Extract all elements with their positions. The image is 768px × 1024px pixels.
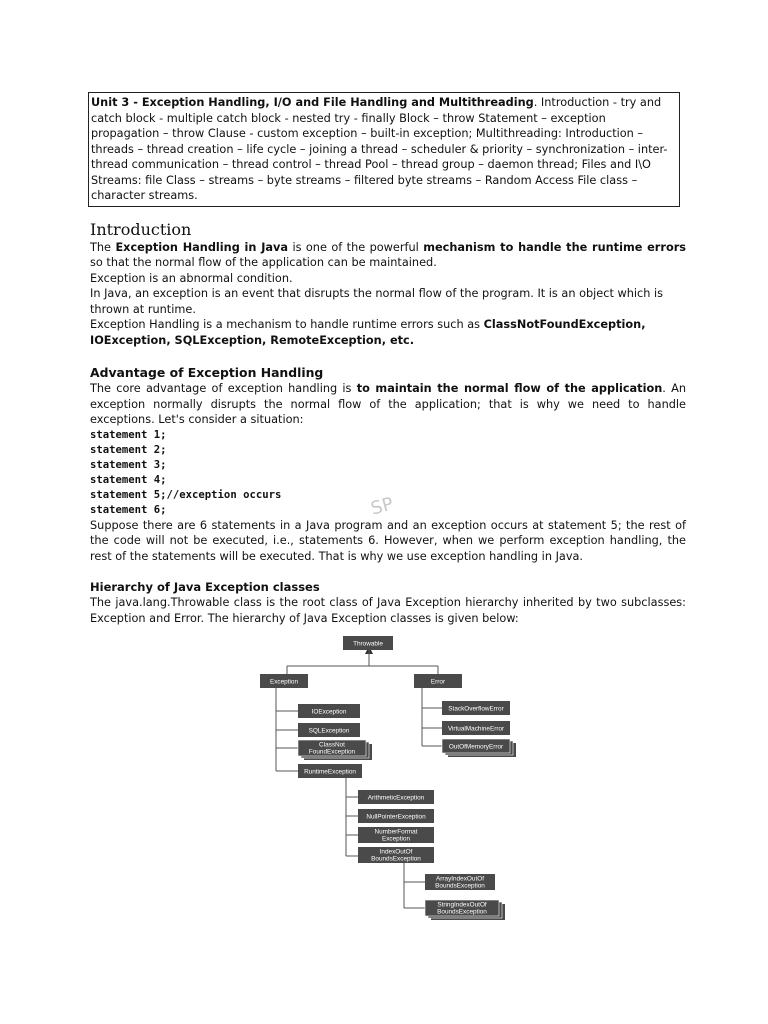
connector-lines: [276, 650, 442, 908]
svg-text:FoundException: FoundException: [308, 748, 356, 756]
indexoutofboundsexception-node: [358, 847, 434, 863]
introduction-heading: Introduction: [90, 219, 192, 239]
svg-text:Throwable: Throwable: [353, 640, 383, 648]
svg-text:IndexOutOf: IndexOutOf: [379, 848, 413, 856]
advantage-paragraph-1: The core advantage of exception handling is to maintain the normal flow of the application. An exception normally disrupts the normal flow of the application; that is why we need to handle exceptions. Let's consider a situation:: [90, 382, 686, 426]
svg-text:ArrayIndexOutOf: ArrayIndexOutOf: [436, 875, 484, 883]
svg-text:RuntimeException: RuntimeException: [304, 768, 356, 776]
svg-text:NumberFormat: NumberFormat: [374, 828, 418, 836]
code-line: statement 4;: [90, 473, 167, 486]
svg-text:OutOfMemoryError: OutOfMemoryError: [448, 743, 504, 751]
code-line: statement 6;: [90, 503, 167, 516]
svg-text:BoundsException: BoundsException: [371, 855, 421, 863]
svg-text:BoundsException: BoundsException: [435, 882, 485, 890]
svg-text:StringIndexOutOf: StringIndexOutOf: [437, 901, 487, 909]
intro-paragraph-2: Exception is an abnormal condition.: [90, 271, 293, 285]
svg-text:Exception: Exception: [269, 678, 299, 686]
svg-text:Exception: Exception: [381, 835, 411, 843]
classnotfoundexception-node: [298, 740, 372, 760]
intro-paragraph-1: The Exception Handling in Java is one of the powerful mechanism to handle the runtime errors so that the normal flow of the application can be maintained.: [90, 240, 687, 269]
intro-paragraph-3: In Java, an exception is an event that disrupts the normal flow of the program. It is an object which is thrown at runtime.: [90, 287, 664, 316]
svg-text:Error: Error: [430, 678, 446, 686]
exception-node: [260, 674, 308, 688]
advantage-paragraph-2: Suppose there are 6 statements in a Java program and an exception occurs at statement 5; the rest of the code will not be executed, i.e., statements 6. However, when we perform exception handling, the rest of the statements will be executed. That is why we use exception handling in Java.: [90, 518, 686, 563]
syllabus-text: . Introduction - try and catch block - multiple catch block - nested try - finally Block – throw Statement – exception propagation – throw Clause - custom exception – built-in exception; Multithreading: Introduction – threads – thread creation – life cycle – joining a thread – scheduler & priority – synchronization – inter-thread communication – thread control – thread Pool – thread group – daemon thread; Files and I\O Streams: file Class – streams – byte streams – filtered byte streams – Random Access File class – character streams.: [91, 96, 668, 202]
code-line: statement 3;: [90, 458, 167, 471]
code-line: statement 5;//exception occurs: [90, 488, 282, 501]
svg-text:SQLException: SQLException: [308, 727, 350, 735]
numberformatexception-node: [358, 827, 434, 843]
svg-text:BoundsException: BoundsException: [437, 908, 487, 916]
virtualmachineerror-node: [442, 721, 510, 735]
code-line: statement 1;: [90, 428, 167, 441]
svg-text:NullPointerException: NullPointerException: [366, 813, 426, 821]
svg-text:IOException: IOException: [311, 708, 347, 716]
ioexception-node: [298, 704, 360, 718]
advantage-heading: Advantage of Exception Handling: [90, 365, 324, 380]
hierarchy-heading: Hierarchy of Java Exception classes: [90, 580, 320, 594]
intro-paragraph-4: Exception Handling is a mechanism to handle runtime errors such as ClassNotFoundException, IOException, SQLException, RemoteException, etc.: [90, 318, 646, 347]
code-line: statement 2;: [90, 443, 167, 456]
hierarchy-paragraph: The java.lang.Throwable class is the root class of Java Exception hierarchy inherited by two subclasses: Exception and Error. The hierarchy of Java Exception classes is given below:: [90, 596, 686, 625]
syllabus-heading: Unit 3 - Exception Handling, I/O and File Handling and Multithreading: [91, 96, 534, 109]
error-node: [414, 674, 462, 688]
arrayindexoutofboundsexception-node: [425, 874, 495, 890]
throwable-node: [343, 636, 393, 650]
svg-text:ArithmeticException: ArithmeticException: [367, 794, 425, 802]
watermark: SP: [368, 493, 396, 520]
nullpointerexception-node: [358, 809, 434, 823]
svg-text:VirtualMachineError: VirtualMachineError: [447, 725, 505, 733]
outofmemoryerror-node: [442, 739, 516, 757]
stringindexoutofboundsexception-node: [425, 900, 505, 920]
sqlexception-node: [298, 723, 360, 737]
stackoverflowerror-node: [442, 701, 510, 715]
svg-text:StackOverflowError: StackOverflowError: [448, 705, 504, 713]
svg-text:ClassNot: ClassNot: [319, 741, 345, 749]
arithmeticexception-node: [358, 790, 434, 804]
runtimeexception-node: [298, 764, 362, 778]
